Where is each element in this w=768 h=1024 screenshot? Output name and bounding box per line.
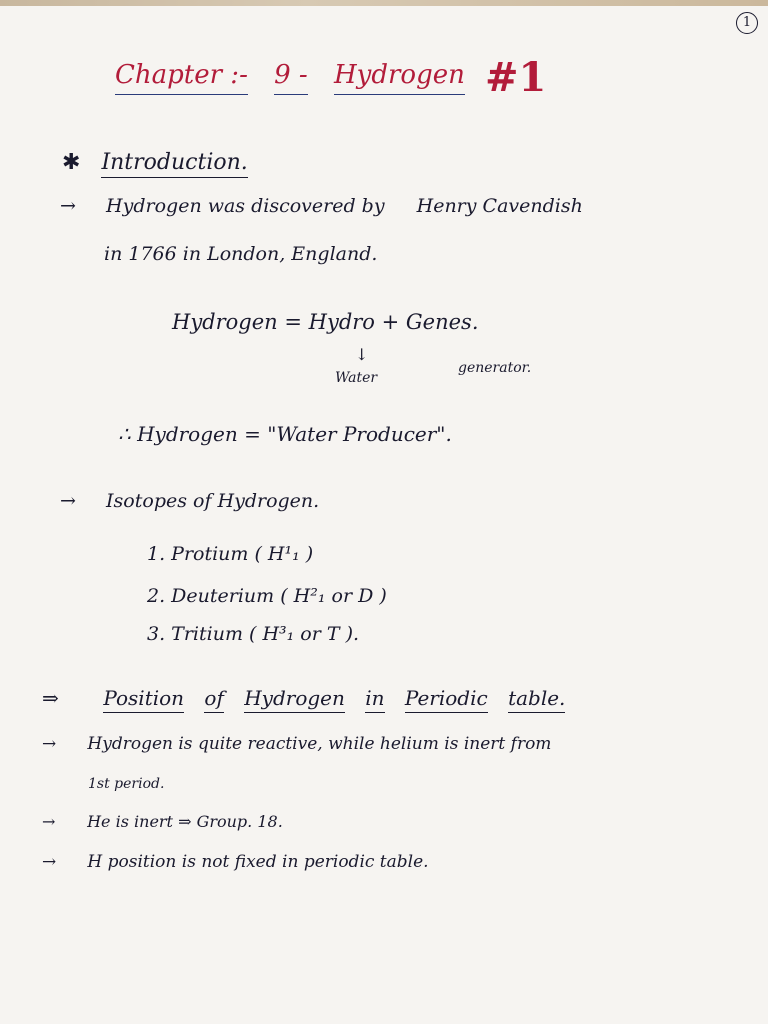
position-heading-word: Position bbox=[103, 686, 184, 713]
discovery-line-1 bbox=[60, 195, 583, 217]
discoverer-name: Henry Cavendish bbox=[416, 195, 583, 217]
chapter-number: 9 - bbox=[274, 60, 308, 95]
down-arrow-icon: ↓ bbox=[355, 345, 369, 364]
position-point-3 bbox=[42, 852, 429, 872]
isotope-item: 1. Protium ( H¹₁ ) bbox=[147, 543, 314, 565]
position-heading-word: Periodic bbox=[405, 686, 488, 713]
position-heading-word: of bbox=[204, 686, 223, 713]
position-point-1 bbox=[42, 734, 551, 754]
position-point-text: Hydrogen is quite reactive, while helium is inert from bbox=[87, 734, 552, 754]
arrow-icon: → bbox=[60, 490, 76, 512]
isotope-item: 3. Tritium ( H³₁ or T ). bbox=[147, 623, 360, 645]
intro-heading-row bbox=[62, 150, 248, 175]
position-point-text: He is inert ⇒ Group. 18. bbox=[87, 812, 283, 831]
arrow-icon: → bbox=[42, 812, 56, 831]
hydro-meaning: Water bbox=[335, 370, 378, 386]
isotopes-heading: Isotopes of Hydrogen. bbox=[106, 490, 320, 512]
genes-meaning: generator. bbox=[458, 360, 532, 376]
position-heading-row bbox=[42, 686, 565, 710]
arrow-icon: → bbox=[42, 734, 57, 754]
etymology-conclusion: ∴ Hydrogen = "Water Producer". bbox=[118, 422, 452, 446]
position-heading-word: Hydrogen bbox=[244, 686, 345, 713]
position-point-1-cont: 1st period. bbox=[88, 776, 165, 792]
discovery-line-2: in 1766 in London, England. bbox=[104, 243, 378, 265]
arrow-icon: → bbox=[60, 195, 76, 217]
etymology-equation: Hydrogen = Hydro + Genes. bbox=[172, 310, 479, 334]
chapter-label: Chapter :- bbox=[115, 60, 248, 95]
isotopes-heading-row bbox=[60, 490, 319, 512]
page-number: 1 bbox=[736, 12, 758, 34]
position-heading-word: table. bbox=[508, 686, 565, 713]
intro-heading: Introduction. bbox=[101, 150, 247, 178]
page-top-edge bbox=[0, 0, 768, 6]
position-heading-word: in bbox=[365, 686, 384, 713]
chapter-name: Hydrogen bbox=[334, 60, 465, 95]
discovery-text: Hydrogen was discovered by bbox=[106, 195, 385, 217]
arrow-icon: → bbox=[42, 852, 57, 872]
position-point-text: H position is not fixed in periodic table. bbox=[87, 852, 429, 872]
chapter-title bbox=[115, 54, 547, 101]
double-arrow-icon: ⇒ bbox=[42, 686, 59, 710]
position-point-2 bbox=[42, 812, 283, 831]
isotope-item: 2. Deuterium ( H²₁ or D ) bbox=[147, 585, 387, 607]
chapter-tag: #1 bbox=[485, 54, 547, 101]
asterisk-icon: ✱ bbox=[62, 150, 81, 175]
